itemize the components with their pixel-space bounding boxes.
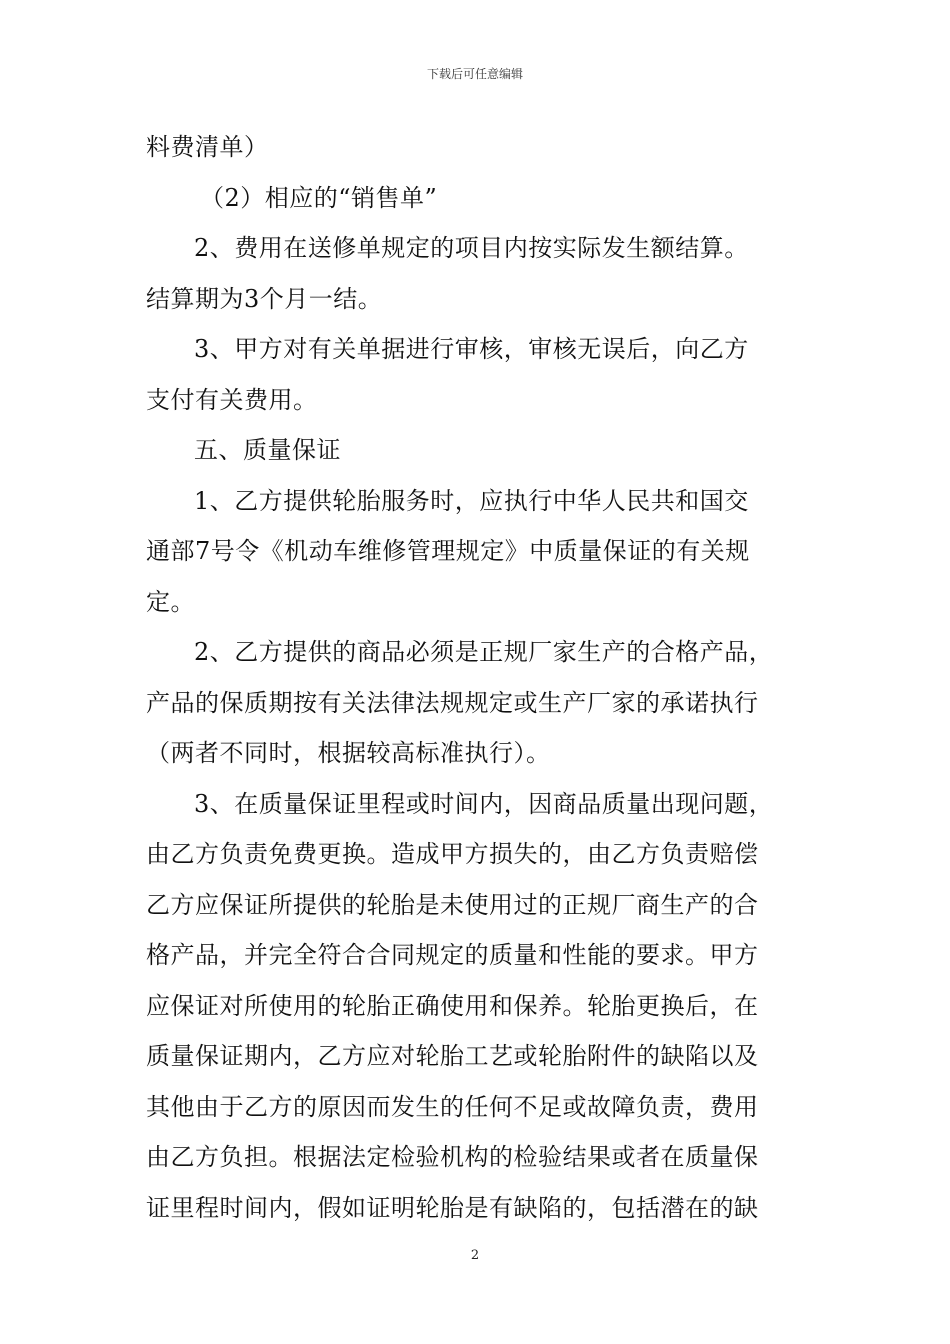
page-header: 下载后可任意编辑 bbox=[426, 67, 523, 81]
text-line: 结算期为3个月一结。 bbox=[146, 284, 383, 313]
text-line: 3、甲方对有关单据进行审核，审核无误后，向乙方 bbox=[194, 335, 749, 363]
text-line: 应保证对所使用的轮胎正确使用和保养。轮胎更换后，在 bbox=[146, 991, 759, 1020]
text-line: 乙方应保证所提供的轮胎是未使用过的正规厂商生产的合 bbox=[146, 890, 759, 919]
text-line: 由乙方负担。根据法定检验机构的检验结果或者在质量保 bbox=[146, 1143, 759, 1171]
text-line: （2）相应的“销售单” bbox=[200, 183, 438, 212]
text-line: 支付有关费用。 bbox=[146, 385, 318, 414]
text-line: 2、乙方提供的商品必须是正规厂家生产的合格产品， bbox=[194, 638, 774, 666]
text-line: 1、乙方提供轮胎服务时，应执行中华人民共和国交 bbox=[194, 486, 749, 515]
text-line: 2、费用在送修单规定的项目内按实际发生额结算。 bbox=[194, 234, 749, 262]
text-line: 产品的保质期按有关法律法规规定或生产厂家的承诺执行 bbox=[146, 688, 759, 717]
text-line: 定。 bbox=[146, 587, 195, 616]
text-line: 料费清单） bbox=[146, 133, 269, 161]
page-number: 2 bbox=[470, 1248, 480, 1263]
text-line: 格产品，并完全符合合同规定的质量和性能的要求。甲方 bbox=[146, 941, 759, 969]
text-line: 证里程时间内，假如证明轮胎是有缺陷的，包括潜在的缺 bbox=[146, 1193, 759, 1222]
document-body bbox=[146, 122, 810, 1233]
text-line: （两者不同时，根据较高标准执行）。 bbox=[146, 739, 551, 767]
text-line: 3、在质量保证里程或时间内，因商品质量出现问题， bbox=[194, 789, 774, 818]
text-line: 其他由于乙方的原因而发生的任何不足或故障负责，费用 bbox=[146, 1092, 759, 1121]
section-heading: 五、质量保证 bbox=[194, 436, 341, 464]
text-line: 质量保证期内，乙方应对轮胎工艺或轮胎附件的缺陷以及 bbox=[146, 1042, 759, 1070]
text-line: 通部7号令《机动车维修管理规定》中质量保证的有关规 bbox=[146, 537, 750, 565]
text-line: 由乙方负责免费更换。造成甲方损失的，由乙方负责赔偿 bbox=[146, 840, 759, 868]
